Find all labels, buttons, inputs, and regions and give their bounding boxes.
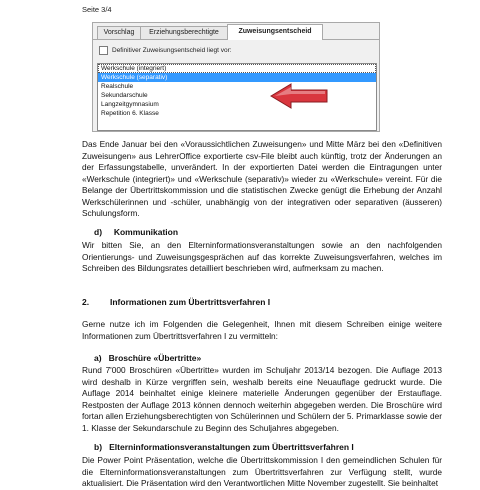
- section-2-intro: Gerne nutze ich im Folgenden die Gelegenheit, Ihnen mit diesem Schreiben einige weitere Informationen zum Übertrittsverfahren I zu vermitteln:: [82, 319, 442, 341]
- section-b-text: Die Power Point Präsentation, welche die Übertrittskommission I den gemeindlichen Schulen für die Elterninformationsveranstaltungen zum Übertrittsverfahren zur Verfügung stellt, wurde aktualisiert. Die Präsentation wird den Verantwortlichen Mitte November zugestellt. Sie beinhaltet: [82, 455, 442, 488]
- list-item[interactable]: Realschule: [101, 83, 134, 90]
- section-a-text: Rund 7'000 Broschüren «Übertritte» wurden im Schuljahr 2013/14 bezogen. Die Auflage 2013 wird deshalb in Kürze vergriffen sein, weshalb bereits eine Neuauflage gedruckt wurde. Die Auflage 2014 beinhaltet einige kleinere materielle Änderungen gegenüber der Erstauflage. Restposten der Auflage 2013 können dennoch weiterhin abgegeben werden. Die Broschüre wird fortan allen Erziehungsberechtigten von Schülerinnen und Schülern der 5. Primarklasse sowie der 1. Klasse der Sekundarschule zu Beginn des Schuljahres abgegeben.: [82, 365, 442, 433]
- section-2-heading: Informationen zum Übertrittsverfahren I: [110, 297, 271, 307]
- section-b-heading: b) Elterninformationsveranstaltungen zum Übertrittsverfahren I: [94, 442, 354, 452]
- list-item[interactable]: Repetition 6. Klasse: [101, 110, 159, 117]
- section-a-heading: a) Broschüre «Übertritte»: [94, 353, 202, 363]
- dialog-screenshot: [92, 22, 380, 132]
- section-2-number: 2.: [82, 297, 90, 307]
- paragraph-export-info: Das Ende Januar bei den «Voraussichtlichen Zuweisungen» und Mitte März bei den «Definitiven Zuweisungen» aus LehrerOffice exportierte csv-File bleibt auch künftig, trotz der Änderungen an der Erfassungstabelle, unverändert. In der exportierten Datei werden die Eintragungen unter «Werkschule (integriert)» und «Werkschule (separativ)» wieder zu «Werkschule» vereint. Für die Belange der Übertrittskommission und die statistischen Zwecke genügt die Erhebung der Anzahl Werkschülerinnen und -schüler, unabhängig von der integrativen oder separativen (äusseren) Schulungsform.: [82, 139, 442, 218]
- page-number: Seite 3/4: [82, 5, 112, 14]
- tab-vorschlag[interactable]: Vorschlag: [97, 26, 141, 39]
- school-type-listbox[interactable]: [97, 63, 377, 131]
- tab-erziehungsberechtigte[interactable]: Erziehungsberechtigte: [140, 26, 228, 39]
- section-d-heading: d) Kommunikation: [94, 227, 179, 237]
- list-item-selected[interactable]: Werkschule (separativ): [98, 73, 376, 82]
- list-item[interactable]: Werkschule (integriert): [98, 64, 376, 73]
- tab-zuweisungsentscheid[interactable]: Zuweisungsentscheid: [227, 24, 323, 40]
- section-d-text: Wir bitten Sie, an den Elterninformationsveranstaltungen sowie an den nachfolgenden Orientierungs- und Zuweisungsgesprächen auf das korrekte Zuweisungsverfahren, welches im Schreiben des Bildungsrates detailliert beschrieben wird, aufmerksam zu machen.: [82, 240, 442, 273]
- list-item[interactable]: Langzeitgymnasium: [101, 101, 159, 108]
- definitive-checkbox-row[interactable]: [99, 45, 232, 55]
- tab-bar: [93, 23, 379, 40]
- list-item[interactable]: Sekundarschule: [101, 92, 148, 99]
- red-arrow-icon: [269, 82, 329, 110]
- checkbox-label: Definitiver Zuweisungsentscheid liegt vor:: [112, 46, 232, 54]
- definitive-checkbox[interactable]: [99, 46, 108, 55]
